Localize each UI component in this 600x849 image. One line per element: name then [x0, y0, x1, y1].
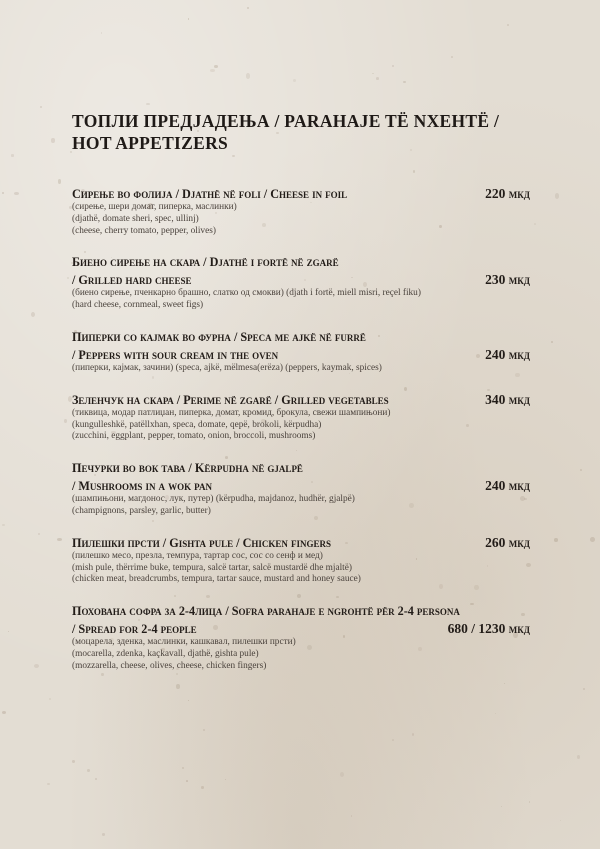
paper-speck: [146, 103, 150, 105]
item-description: (chicken meat, breadcrumbs, tempura, tartar sauce, mustard and honey sauce): [72, 574, 361, 585]
paper-speck: [392, 739, 394, 741]
item-description: (тиквица, модар патлиџан, пиперка, домат, кромид, брокула, свежи шампињони): [72, 407, 391, 418]
paper-speck: [293, 79, 296, 83]
paper-speck: [8, 631, 9, 632]
paper-speck: [72, 760, 75, 763]
menu-list: [72, 186, 530, 690]
item-name: Сирење во фолија / Djathë në foli / Cheese in foil: [72, 187, 348, 201]
paper-speck: [58, 179, 62, 184]
item-price: 230 мкд: [485, 272, 530, 288]
paper-speck: [40, 106, 42, 108]
paper-speck: [376, 77, 379, 80]
paper-speck: [188, 700, 189, 701]
item-description: (djathë, domate sheri, spec, ullinj): [72, 213, 199, 224]
paper-speck: [555, 193, 560, 199]
menu-item: [72, 329, 530, 375]
paper-speck: [590, 537, 595, 542]
item-description: (моцарела, зденка, маслинки, кашкавал, пилешки прсти): [72, 637, 296, 648]
paper-speck: [201, 786, 204, 789]
paper-speck: [2, 524, 5, 527]
paper-speck: [38, 533, 40, 535]
paper-speck: [247, 7, 248, 8]
paper-speck: [507, 24, 509, 26]
item-description: (сирење, шери домат, пиперка, маслинки): [72, 202, 237, 212]
item-description: (шампињони, магдонос, лук, путер) (kërpudha, majdanoz, hudhër, gjalpë): [72, 494, 355, 505]
paper-speck: [413, 170, 415, 172]
item-name: / Spread for 2-4 people: [72, 622, 197, 637]
paper-speck: [403, 81, 406, 84]
paper-speck: [210, 69, 215, 72]
paper-speck: [31, 312, 36, 317]
paper-speck: [225, 779, 226, 780]
item-description: (mozzarella, cheese, olives, cheese, chicken fingers): [72, 660, 267, 671]
menu-item: [72, 186, 530, 237]
paper-speck: [554, 538, 558, 541]
paper-speck: [2, 192, 4, 194]
paper-speck: [64, 419, 67, 423]
paper-speck: [412, 733, 415, 736]
item-description: (mocarella, zdenka, kaçkavall, djathë, gishta pule): [72, 648, 259, 659]
paper-speck: [392, 65, 394, 68]
item-description: (биено сирење, пченкарно брашно, слатко од смокви) (djath i fortë, miell misri, reçel fiku): [72, 288, 421, 299]
item-price: 340 мкд: [485, 391, 530, 407]
paper-speck: [2, 711, 6, 714]
paper-speck: [34, 664, 39, 668]
item-name: / Grilled hard cheese: [72, 273, 192, 288]
item-description: (cheese, cherry tomato, pepper, olives): [72, 225, 216, 236]
paper-speck: [188, 18, 190, 20]
paper-speck: [47, 783, 49, 785]
paper-speck: [560, 820, 562, 821]
item-price: 240 мкд: [485, 478, 530, 494]
paper-speck: [102, 833, 106, 836]
item-name: Зеленчук на скара / Perime në zgarë / Grilled vegetables: [72, 392, 389, 407]
paper-speck: [57, 538, 62, 541]
menu-item: [72, 392, 530, 443]
paper-speck: [87, 769, 90, 772]
item-price: 220 мкд: [485, 186, 530, 201]
menu-item: [72, 254, 530, 312]
paper-speck: [101, 32, 103, 34]
item-name: Печурки во вок тава / Kërpudha në gjalpë: [72, 461, 303, 476]
paper-speck: [214, 65, 218, 68]
item-description: (hard cheese, cornmeal, sweet figs): [72, 300, 204, 311]
paper-speck: [583, 688, 585, 690]
item-price: 680 / 1230 мкд: [447, 621, 530, 637]
item-description: (mish pule, thërrime buke, tempura, salcë tartar, salcë mustardë dhe mjaltë): [72, 562, 352, 573]
paper-speck: [551, 341, 552, 343]
paper-speck: [182, 767, 184, 769]
paper-speck: [14, 192, 19, 195]
paper-speck: [51, 138, 56, 143]
paper-speck: [501, 806, 502, 807]
paper-speck: [372, 73, 374, 74]
paper-speck: [351, 815, 353, 817]
paper-speck: [529, 801, 531, 803]
item-description: (zucchini, eggplant, pepper, tomato, onion, broccoli, mushrooms): [72, 431, 316, 442]
item-name: Пилешки прсти / Gishta pule / Chicken fingers: [72, 535, 331, 550]
menu-item: [72, 460, 530, 518]
item-name: Биено сирење на скара / Djathë i fortë në zgarë: [72, 255, 339, 270]
item-price: 260 мкд: [485, 534, 530, 550]
item-name: / Peppers with sour cream in the oven: [72, 347, 279, 362]
menu-item: [72, 535, 530, 586]
paper-speck: [11, 154, 15, 156]
item-description: (champignons, parsley, garlic, butter): [72, 505, 211, 516]
item-price: 240 мкд: [485, 346, 530, 362]
paper-speck: [495, 713, 496, 714]
paper-speck: [340, 772, 344, 777]
paper-speck: [186, 780, 189, 782]
paper-speck: [580, 469, 583, 471]
paper-speck: [534, 223, 536, 225]
paper-speck: [246, 73, 251, 79]
item-description: (пиперки, кајмак, зачини) (speca, ajkë, mëlmesa(erëza) (peppers, kaymak, spices): [72, 362, 382, 373]
paper-speck: [451, 56, 452, 57]
paper-speck: [67, 277, 69, 278]
paper-speck: [95, 778, 97, 780]
item-name: Похована софра за 2-4лица / Sofra parahaje e ngrohtë për 2-4 persona: [72, 604, 460, 619]
page-title: ТОПЛИ ПРЕДЈАДЕЊА / PARAHAJE TË NXEHTË / HOT APPETIZERS: [72, 111, 500, 153]
paper-speck: [203, 729, 205, 732]
item-name: Пиперки со кајмак во фурна / Speca me ajkë në furrë: [72, 329, 366, 344]
item-name: / Mushrooms in a wok pan: [72, 479, 212, 494]
paper-speck: [577, 755, 580, 759]
menu-item: [72, 603, 530, 672]
item-description: (пилешко месо, презла, темпура, тартар сос, сос со сенф и мед): [72, 550, 323, 561]
item-description: (kungulleshkë, patëllxhan, speca, domate, qepë, brokoli, kërpudha): [72, 419, 322, 430]
paper-speck: [232, 155, 235, 157]
paper-speck: [49, 698, 51, 700]
